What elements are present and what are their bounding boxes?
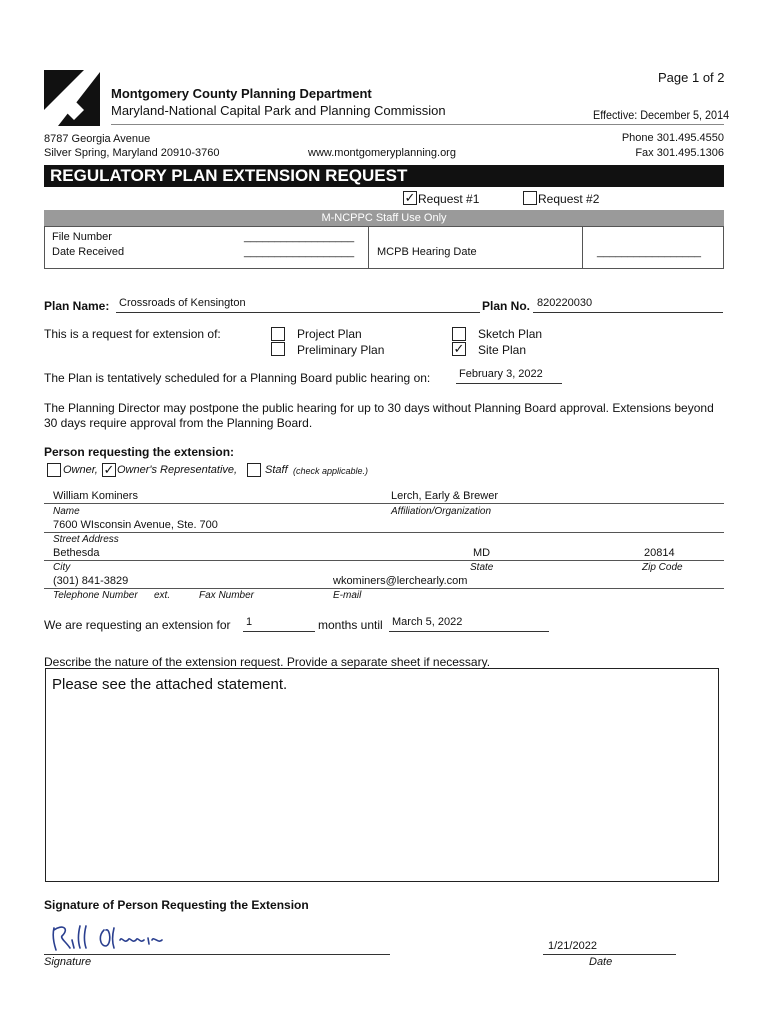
staff-label: Staff (265, 464, 288, 476)
mcpb-hearing-field[interactable]: _________________ (597, 246, 702, 258)
department-name: Montgomery County Planning Department (111, 86, 372, 101)
org-label: Affiliation/Organization (391, 506, 492, 517)
hearing-prompt: The Plan is tentatively scheduled for a Planning Board public hearing on: (44, 371, 431, 385)
plan-number-label: Plan No. (482, 299, 531, 313)
state-value[interactable]: MD (473, 547, 491, 559)
project-plan-label: Project Plan (297, 327, 362, 341)
plan-name-value[interactable]: Crossroads of Kensington (119, 297, 246, 309)
zip-label: Zip Code (642, 562, 683, 573)
fax-number: Fax 301.495.1306 (635, 147, 724, 159)
owner-label: Owner, (63, 464, 98, 476)
handwritten-signature (50, 922, 165, 954)
staff-checkbox[interactable] (247, 463, 261, 477)
signature-heading: Signature of Person Requesting the Extension (44, 898, 309, 912)
request-1-label: Request #1 (418, 192, 480, 206)
fax-label: Fax Number (199, 590, 255, 601)
mcpd-logo (44, 70, 100, 126)
hearing-date-value[interactable]: February 3, 2022 (459, 368, 543, 380)
sketch-plan-checkbox[interactable] (452, 327, 466, 341)
state-label: State (470, 562, 494, 573)
check-applicable-note: (check applicable.) (293, 466, 369, 476)
date-label: Date (589, 956, 613, 968)
email-value[interactable]: wkominers@lerchearly.com (333, 575, 468, 587)
months-until-label: months until (318, 618, 383, 632)
street-value[interactable]: 7600 WIsconsin Avenue, Ste. 700 (53, 519, 218, 531)
until-date-value[interactable]: March 5, 2022 (392, 616, 463, 628)
name-value[interactable]: William Kominers (53, 490, 138, 502)
phone-number: Phone 301.495.4550 (621, 132, 724, 144)
commission-name: Maryland-National Capital Park and Planning Commission (111, 103, 446, 118)
owners-rep-label: Owner's Representative, (117, 464, 238, 476)
zip-value[interactable]: 20814 (644, 547, 675, 559)
description-prompt: Describe the nature of the extension request. Provide a separate sheet if necessary. (44, 655, 491, 669)
sketch-plan-label: Sketch Plan (478, 327, 543, 341)
date-received-field[interactable]: __________________ (244, 246, 355, 258)
address-line1: 8787 Georgia Avenue (44, 133, 151, 145)
phone-value[interactable]: (301) 841-3829 (53, 575, 129, 587)
website-link[interactable]: www.montgomeryplanning.org (308, 147, 456, 159)
city-value[interactable]: Bethesda (53, 547, 100, 559)
extension-prefix: We are requesting an extension for (44, 618, 231, 632)
postpone-notice: The Planning Director may postpone the public hearing for up to 30 days without Planning Board approval. Extensions beyond 30 days require approval from the Planning Board. (44, 401, 714, 430)
owners-rep-checkbox[interactable]: ✓ (103, 462, 115, 477)
address-line2: Silver Spring, Maryland 20910-3760 (44, 147, 220, 159)
phone-label: Telephone Number (53, 590, 138, 601)
owner-checkbox[interactable] (47, 463, 61, 477)
request-1-checkbox[interactable]: ✓ (404, 190, 416, 205)
page-number: Page 1 of 2 (658, 70, 725, 85)
city-label: City (53, 562, 71, 573)
street-label: Street Address (53, 534, 119, 545)
request-2-label: Request #2 (538, 192, 600, 206)
project-plan-checkbox[interactable] (271, 327, 285, 341)
site-plan-label: Site Plan (478, 343, 527, 357)
request-2-checkbox[interactable] (523, 191, 537, 205)
signature-label: Signature (44, 956, 92, 968)
plan-number-value[interactable]: 820220030 (537, 297, 593, 309)
date-received-label: Date Received (52, 246, 125, 258)
email-label: E-mail (333, 590, 362, 601)
org-value[interactable]: Lerch, Early & Brewer (391, 490, 498, 502)
preliminary-plan-label: Preliminary Plan (297, 343, 385, 357)
date-value[interactable]: 1/21/2022 (548, 940, 597, 952)
file-number-field[interactable]: __________________ (244, 231, 355, 243)
form-title: REGULATORY PLAN EXTENSION REQUEST (44, 165, 724, 187)
requester-heading: Person requesting the extension: (44, 445, 235, 459)
plan-name-label: Plan Name: (44, 299, 110, 313)
ext-label: ext. (154, 590, 171, 601)
extension-type-prompt: This is a request for extension of: (44, 327, 221, 341)
mcpb-hearing-label: MCPB Hearing Date (377, 246, 477, 258)
file-number-label: File Number (52, 231, 112, 243)
site-plan-checkbox[interactable]: ✓ (453, 341, 465, 356)
months-value[interactable]: 1 (246, 616, 253, 628)
staff-use-banner: M-NCPPC Staff Use Only (44, 210, 724, 226)
description-box[interactable] (45, 668, 719, 882)
effective-date: Effective: December 5, 2014 (593, 108, 730, 122)
name-label: Name (53, 506, 80, 517)
preliminary-plan-checkbox[interactable] (271, 342, 285, 356)
description-text: Please see the attached statement. (52, 676, 288, 693)
